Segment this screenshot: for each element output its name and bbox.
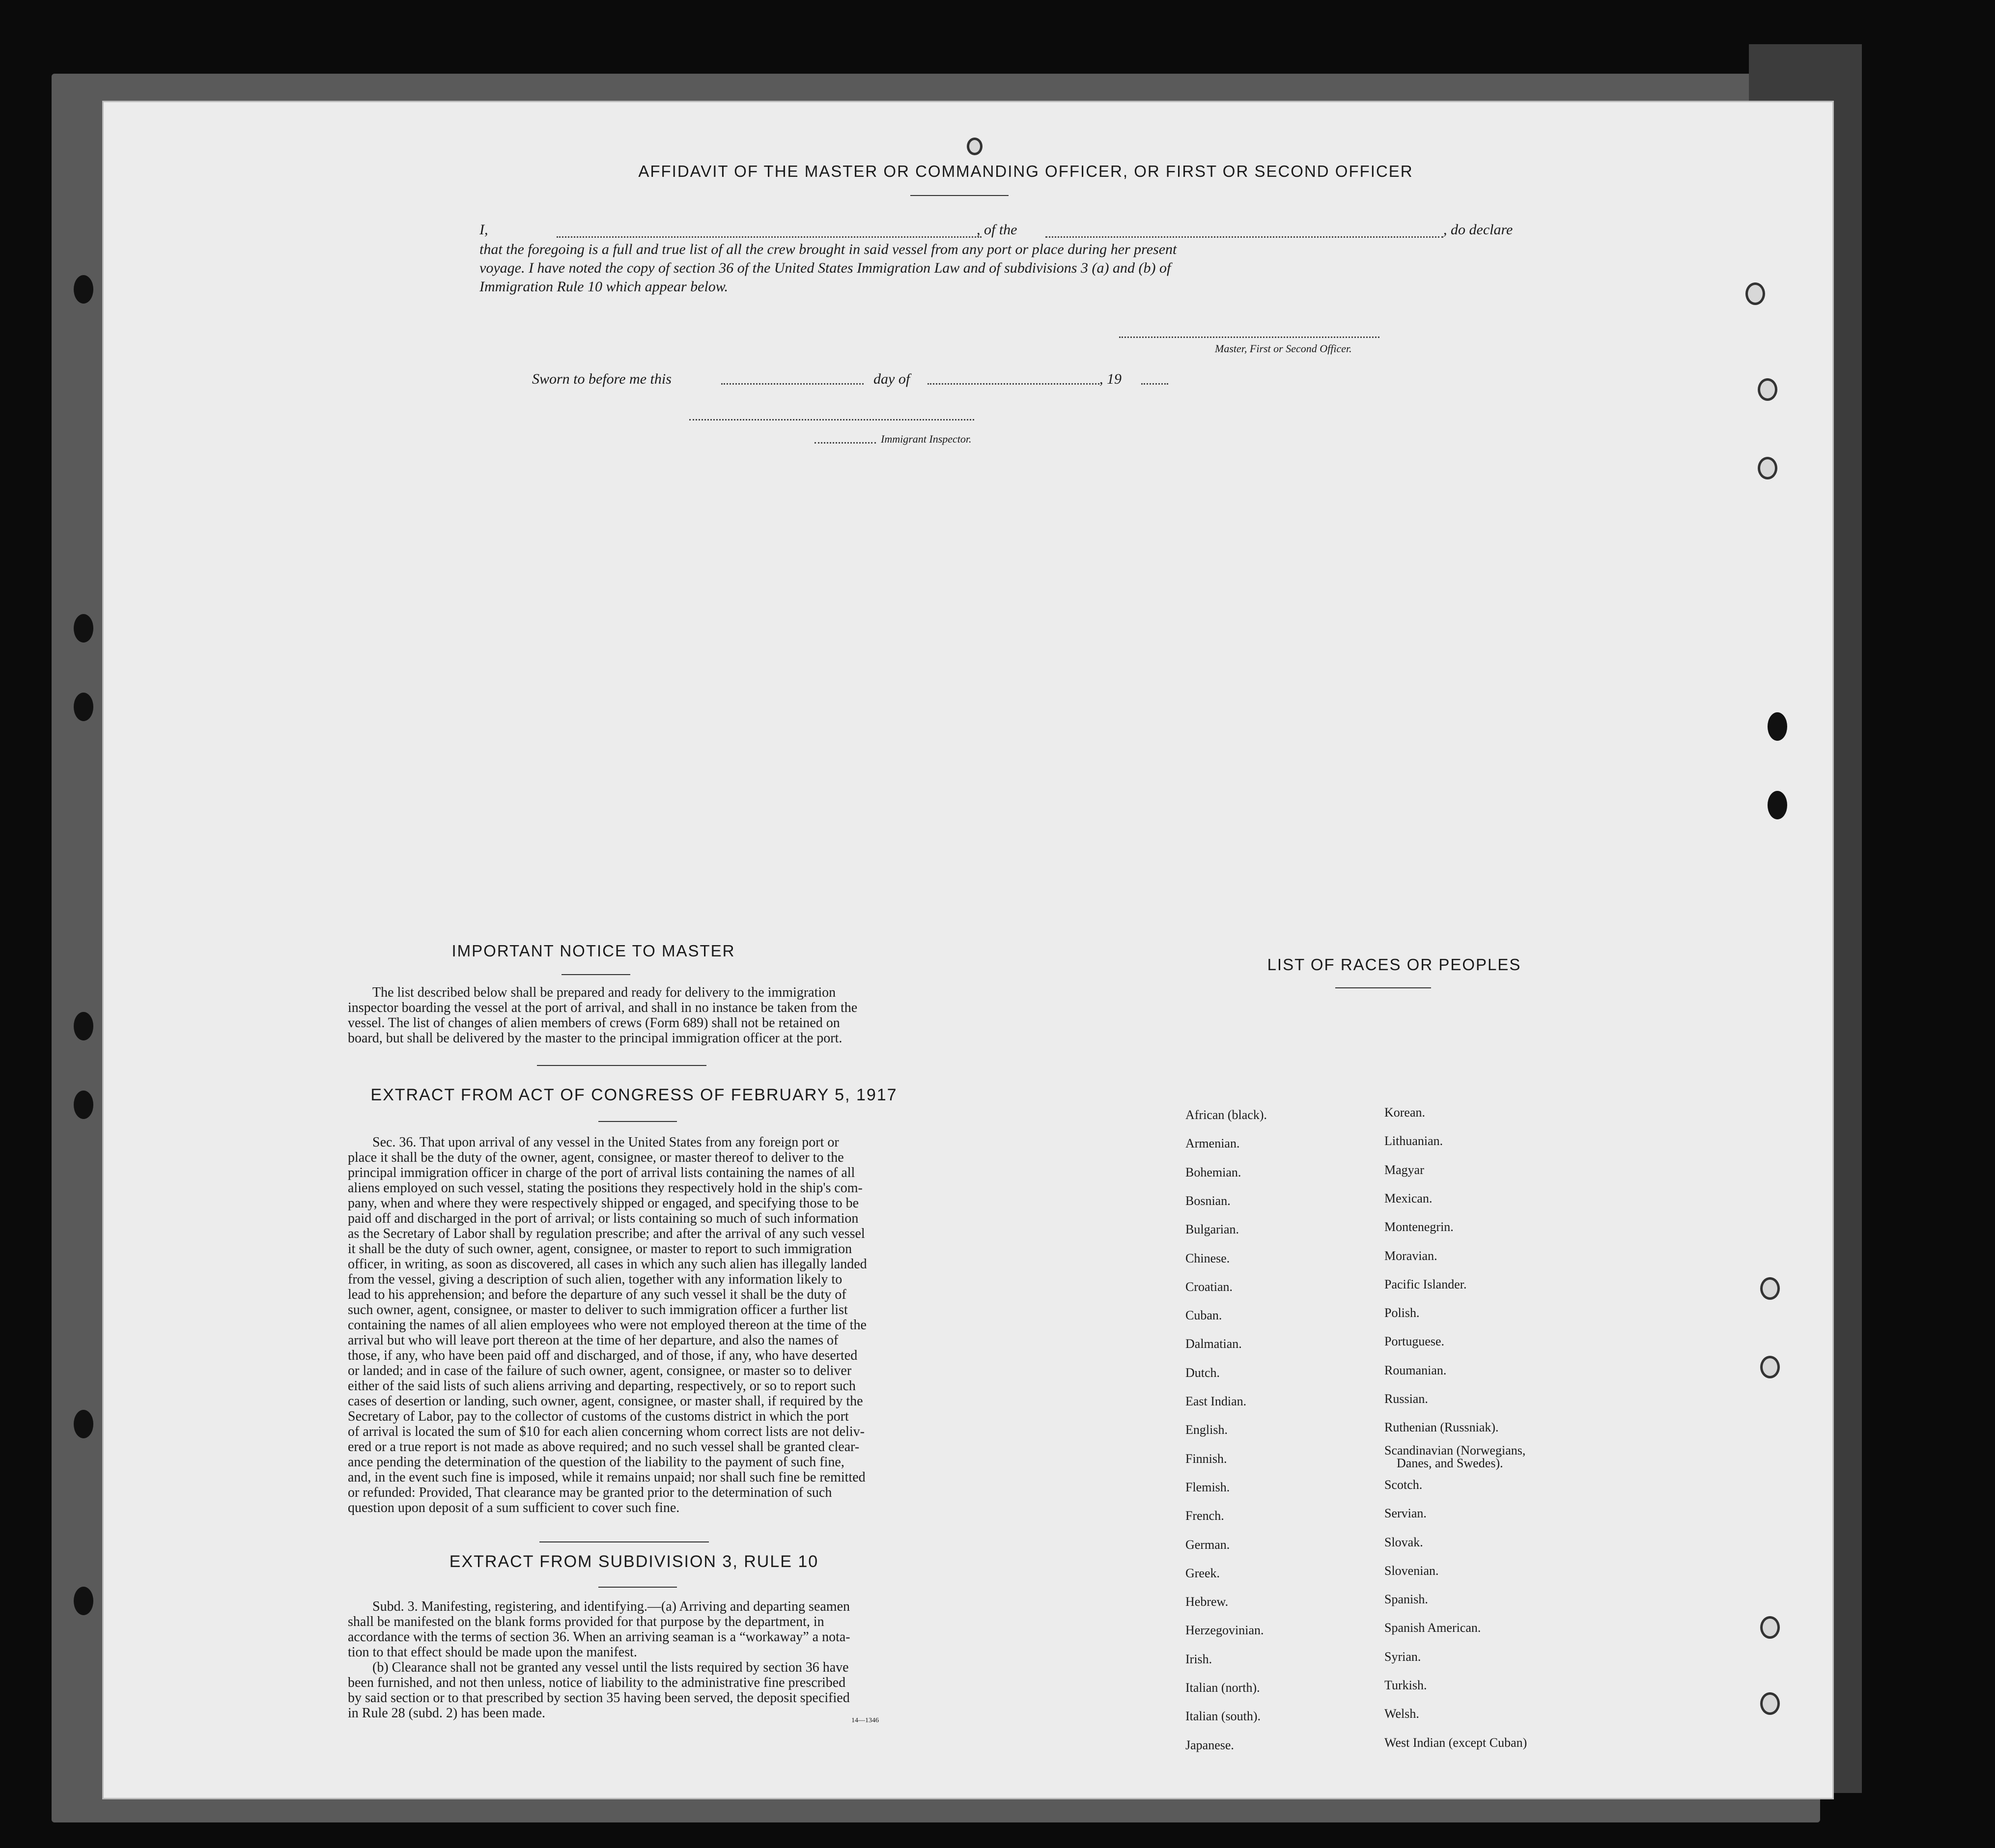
sworn-day-blank[interactable] xyxy=(721,383,864,385)
affidavit-declare: , do declare xyxy=(1443,222,1513,238)
binder-hole xyxy=(1768,712,1787,741)
races-title: LIST OF RACES OR PEOPLES xyxy=(1267,955,1521,974)
race-item: Bosnian. xyxy=(1185,1194,1231,1208)
day-of-text: day of xyxy=(873,371,910,387)
race-item: Greek. xyxy=(1185,1566,1220,1580)
affidavit-line3: voyage. I have noted the copy of section 36 of the United States Immigration Law and of subdivisions 3 (a) and (b) of xyxy=(479,260,1171,276)
rule-body: Subd. 3. Manifesting, registering, and identifying.—(a) Arriving and departing seamen shall be manifested on the blank forms provided for that purpose by the department, in accordance with the terms of section 36. When an arriving seaman is a “workaway” a nota- tion to that effect should be made upon the manifest. (b) Clearance shall not be granted any vessel until the lists required by section 36 have been furnished, and not then unless, notice of liability to the administrative fine prescribed by said section or to that prescribed by section 35 having been served, the deposit specified in Rule 28 (subd. 2) has been made. xyxy=(348,1599,850,1721)
race-item: Italian (north). xyxy=(1185,1680,1260,1695)
race-item: Dalmatian. xyxy=(1185,1337,1242,1351)
affidavit-page xyxy=(102,101,1834,1799)
year-text: , 19 xyxy=(1099,371,1122,387)
race-item: Welsh. xyxy=(1384,1707,1419,1721)
race-item: Moravian. xyxy=(1384,1249,1437,1263)
race-item: Scotch. xyxy=(1384,1478,1423,1492)
act-body: Sec. 36. That upon arrival of any vessel in the United States from any foreign port or place it shall be the duty of the owner, agent, consignee, or master thereof to deliver to the principal immigration officer in charge of the port of arrival lists containing the names of all aliens employed on such vessel, stating the positions they respectively hold in the ship's com- pany, when and where they were respectively shipped or engaged, and specifying those to be paid off and discharged in the port of arrival; or lists containing so much of such information as the Secretary of Labor shall by regulation prescribe; and after the arrival of any such vessel it shall be the duty of such owner, agent, consignee, or master to report to such immigration officer, in writing, as soon as discovered, all cases in which any such alien has illegally landed from the vessel, giving a description of such alien, together with any information likely to lead to his apprehension; and before the departure of any such vessel it shall be the duty of such owner, agent, consignee, or master to deliver to such immigration officer a further list containing the names of all alien employees who were not employed thereon at the time of the arrival but who will leave port thereon at the time of her departure, and also the names of those, if any, who have been paid off and discharged, and of those, if any, who have deserted or landed; and in case of the failure of such owner, agent, consignee, or master so to deliver either of the said lists of such aliens arriving and departing, respectively, or so to report such cases of desertion or landing, such owner, agent, consignee, or master shall, if required by the Secretary of Labor, pay to the collector of customs of the customs district in which the port of arrival is located the sum of $10 for each alien concerning whom correct lists are not deliv- ered or a true report is not made as above required; and no such vessel shall be granted clear- ance pending the determination of the question of the liability to the payment of such fine, and, in the event such fine is imposed, while it remains unpaid; nor shall such fine be remitted or refunded: Provided, That clearance may be granted prior to the determination of such question upon deposit of a sum sufficient to cover such fine. xyxy=(348,1135,867,1515)
race-item: Bulgarian. xyxy=(1185,1222,1239,1236)
race-item: Hebrew. xyxy=(1185,1595,1229,1609)
race-item: Spanish. xyxy=(1384,1592,1428,1606)
affidavit-line4: Immigration Rule 10 which appear below. xyxy=(479,279,729,295)
race-item: East Indian. xyxy=(1185,1394,1247,1408)
race-item: Slovak. xyxy=(1384,1535,1423,1549)
binder-hole xyxy=(74,1091,93,1119)
vessel-blank[interactable] xyxy=(1045,236,1443,238)
affidavit-line2: that the foregoing is a full and true list of all the crew brought in said vessel from any port or place during her present xyxy=(479,241,1177,257)
binder-ring xyxy=(1745,282,1765,305)
race-item: Scandinavian (Norwegians, xyxy=(1384,1443,1526,1457)
affidavit-i: I, xyxy=(479,222,488,238)
race-item: Mexican. xyxy=(1384,1191,1433,1205)
master-signature-label: Master, First or Second Officer. xyxy=(1215,342,1352,355)
notice-title: IMPORTANT NOTICE TO MASTER xyxy=(451,942,735,960)
race-item: West Indian (except Cuban) xyxy=(1384,1736,1527,1750)
race-item: Servian. xyxy=(1384,1506,1427,1520)
binder-hole xyxy=(74,1587,93,1615)
race-item: Ruthenian (Russniak). xyxy=(1384,1420,1499,1434)
race-item: Russian. xyxy=(1384,1392,1428,1406)
race-item: Spanish American. xyxy=(1384,1621,1481,1635)
rule-title: EXTRACT FROM SUBDIVISION 3, RULE 10 xyxy=(449,1552,819,1571)
binder-hole xyxy=(74,693,93,721)
master-signature-blank[interactable] xyxy=(1119,336,1379,338)
binder-hole xyxy=(74,614,93,643)
race-item: Cuban. xyxy=(1185,1308,1222,1322)
race-item: Dutch. xyxy=(1185,1366,1220,1380)
race-item: Magyar xyxy=(1384,1163,1424,1177)
year-blank[interactable] xyxy=(1141,383,1168,385)
affidavit-of-the: , of the xyxy=(977,222,1017,238)
race-item: Polish. xyxy=(1384,1306,1420,1320)
race-item: Bohemian. xyxy=(1185,1165,1241,1179)
race-item: Pacific Islander. xyxy=(1384,1277,1467,1291)
binder-ring xyxy=(1760,1277,1780,1300)
race-item: Japanese. xyxy=(1185,1738,1234,1752)
race-item: English. xyxy=(1185,1423,1228,1437)
race-item: Korean. xyxy=(1384,1105,1426,1120)
race-item: Roumanian. xyxy=(1384,1363,1447,1377)
binder-hole xyxy=(74,1410,93,1438)
binder-hole xyxy=(1768,791,1787,819)
race-item: African (black). xyxy=(1185,1108,1267,1122)
race-item: German. xyxy=(1185,1538,1230,1552)
race-item: Croatian. xyxy=(1185,1280,1233,1294)
race-item: Danes, and Swedes). xyxy=(1397,1456,1503,1470)
race-item: French. xyxy=(1185,1509,1224,1523)
race-item: Irish. xyxy=(1185,1652,1212,1666)
binder-ring xyxy=(1758,378,1777,401)
binder-ring xyxy=(967,138,983,155)
race-item: Slovenian. xyxy=(1384,1564,1439,1578)
act-title: EXTRACT FROM ACT OF CONGRESS OF FEBRUARY 5, 1917 xyxy=(370,1086,898,1104)
name-blank[interactable] xyxy=(557,236,982,238)
race-item: Finnish. xyxy=(1185,1452,1227,1466)
race-item: Italian (south). xyxy=(1185,1709,1261,1723)
notice-body: The list described below shall be prepared and ready for delivery to the immigration inspector boarding the vessel at the port of arrival, and shall in no instance be taken from the vessel. The list of changes of alien members of crews (Form 689) shall not be retained on board, but shall be delivered by the master to the principal immigration officer at the port. xyxy=(348,985,858,1046)
binder-ring xyxy=(1760,1356,1780,1378)
binder-hole xyxy=(74,1012,93,1040)
sworn-month-blank[interactable] xyxy=(927,383,1099,385)
binder-ring xyxy=(1760,1616,1780,1639)
sworn-text: Sworn to before me this xyxy=(532,371,672,387)
form-number: 14—1346 xyxy=(851,1717,879,1724)
binder-hole xyxy=(74,275,93,304)
race-item: Flemish. xyxy=(1185,1480,1230,1494)
race-item: Portuguese. xyxy=(1384,1334,1445,1348)
race-item: Syrian. xyxy=(1384,1650,1421,1664)
binder-ring xyxy=(1758,457,1777,479)
inspector-signature-label: Immigrant Inspector. xyxy=(881,433,972,445)
race-item: Turkish. xyxy=(1384,1678,1427,1692)
race-item: Herzegovinian. xyxy=(1185,1623,1264,1637)
race-item: Montenegrin. xyxy=(1384,1220,1454,1234)
binder-ring xyxy=(1760,1692,1780,1715)
race-item: Armenian. xyxy=(1185,1136,1240,1150)
race-item: Chinese. xyxy=(1185,1251,1230,1265)
affidavit-title: AFFIDAVIT OF THE MASTER OR COMMANDING OFFICER, OR FIRST OR SECOND OFFICER xyxy=(638,162,1413,180)
race-item: Lithuanian. xyxy=(1384,1134,1443,1148)
inspector-signature-blank[interactable] xyxy=(689,419,974,420)
